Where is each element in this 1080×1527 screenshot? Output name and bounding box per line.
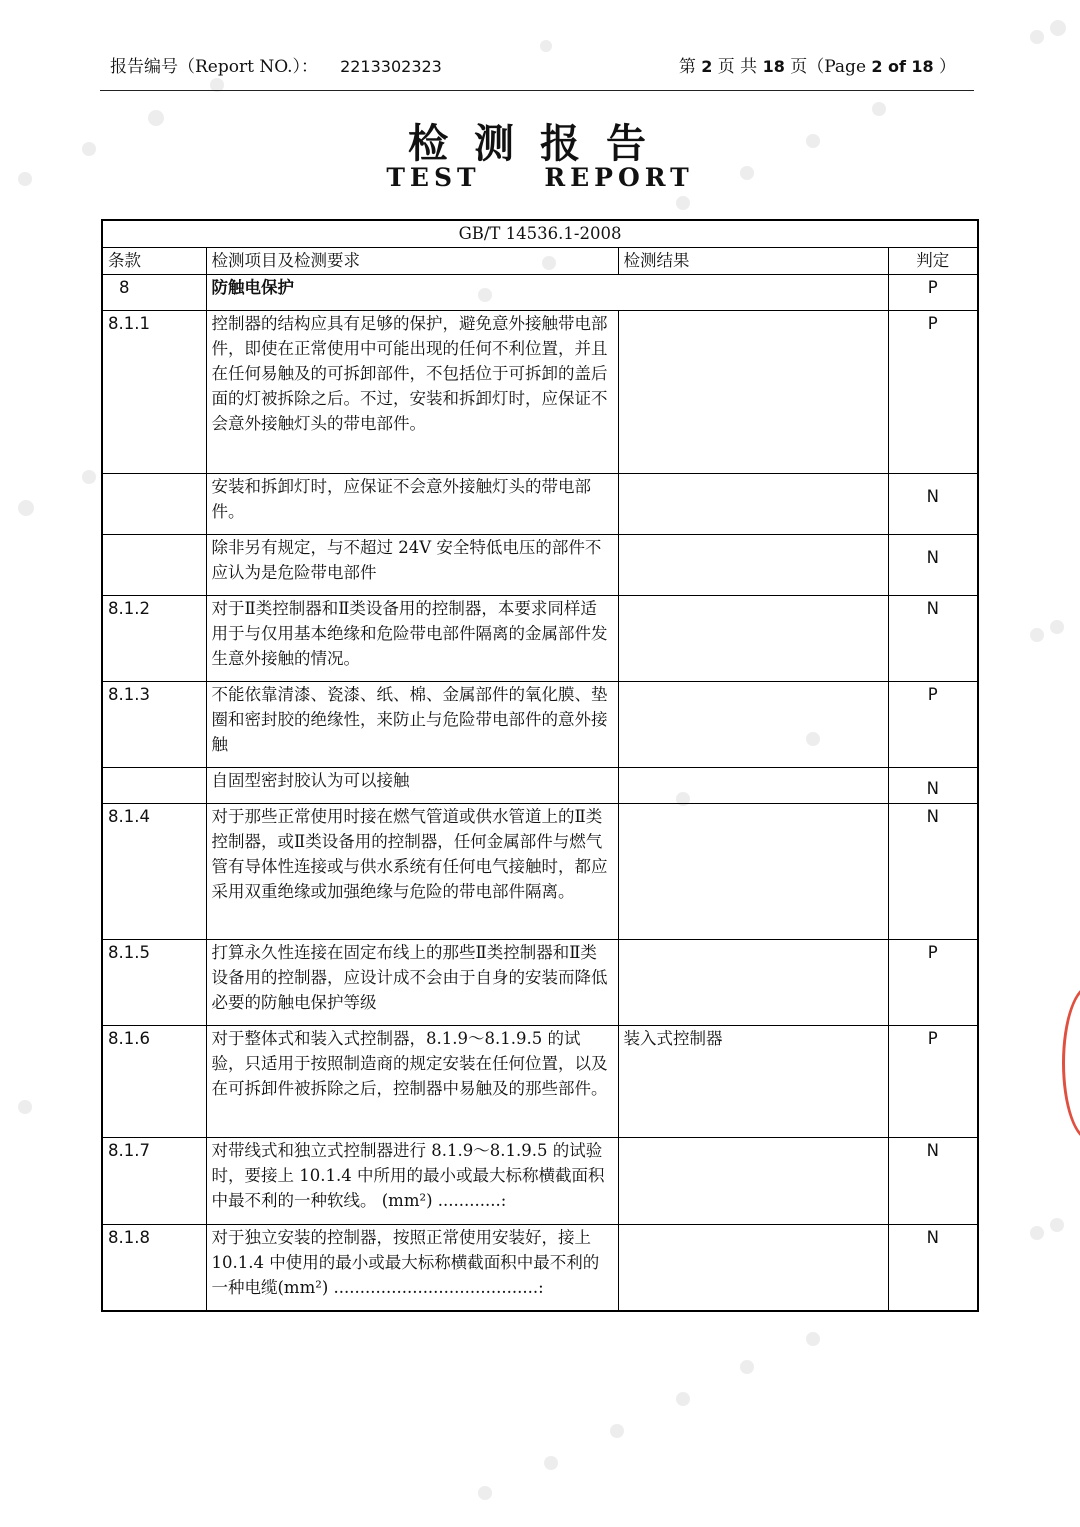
test-report-table: [101, 219, 979, 1312]
clause-cell: 8.1.3: [102, 682, 206, 768]
clause-cell: 8.1.2: [102, 596, 206, 682]
requirement-cell: 控制器的结构应具有足够的保护，避免意外接触带电部件，即使在正常使用中可能出现的任何不利位置，并且在任何易触及的可拆卸部件，不包括位于可拆卸的盖后面的灯被拆除之后。不过，安装和拆卸灯时，应保证不会意外接触灯头的带电部件。: [206, 311, 618, 474]
requirement-cell: 对带线式和独立式控制器进行 8.1.9～8.1.9.5 的试验时，要接上 10.1.4 中所用的最小或最大标称横截面积中最不利的一种软线。 (mm²) ............:: [206, 1138, 618, 1225]
verdict-cell: P: [888, 682, 978, 768]
requirement-cell: 对于独立安装的控制器，按照正常使用安装好，接上 10.1.4 中使用的最小或最大标称横截面积中最不利的一种电缆(mm²) .......................................:: [206, 1225, 618, 1311]
page-en-close: ）: [939, 57, 956, 77]
report-no-label: 报告编号（Report NO.）：: [110, 57, 319, 77]
clause-cell: 8.1.4: [102, 804, 206, 940]
title-chinese: 检测报告: [408, 120, 672, 167]
clause-cell: 8.1.6: [102, 1026, 206, 1138]
verdict-cell: N: [888, 596, 978, 682]
verdict-cell: N: [888, 768, 978, 804]
verdict-cell: N: [888, 1138, 978, 1225]
red-seal-stamp: [1062, 985, 1080, 1141]
verdict-cell: P: [888, 1026, 978, 1138]
requirement-cell: 不能依靠清漆、瓷漆、纸、棉、金属部件的氧化膜、垫圈和密封胶的绝缘性，来防止与危险带电部件的意外接触: [206, 682, 618, 768]
table-row: [102, 311, 978, 474]
requirement-cell: 防触电保护: [206, 275, 888, 311]
result-cell: 装入式控制器: [618, 1026, 888, 1138]
page-en-current: 2: [871, 57, 883, 76]
table-row: [102, 940, 978, 1026]
clause-cell: 8.1.7: [102, 1138, 206, 1225]
table-row: [102, 596, 978, 682]
result-cell: [618, 596, 888, 682]
result-cell: [618, 804, 888, 940]
table-row: [102, 1026, 978, 1138]
header-rule: [100, 90, 974, 91]
requirement-cell: 自固型密封胶认为可以接触: [206, 768, 618, 804]
col-header-requirement: 检测项目及检测要求: [206, 248, 618, 275]
col-header-result: 检测结果: [618, 248, 888, 275]
clause-cell: 8.1.1: [102, 311, 206, 474]
verdict-cell: P: [888, 940, 978, 1026]
table-row: [102, 535, 978, 596]
verdict-cell: P: [888, 275, 978, 311]
report-no-value: 2213302323: [340, 57, 442, 76]
result-cell: [618, 474, 888, 535]
result-cell: [618, 768, 888, 804]
page-current: 2: [701, 57, 713, 76]
col-header-verdict: 判定: [888, 248, 978, 275]
page-prefix: 第: [678, 57, 696, 77]
table-row: [102, 768, 978, 804]
page-total: 18: [762, 57, 785, 76]
table-row: [102, 682, 978, 768]
verdict-cell: P: [888, 311, 978, 474]
result-cell: [618, 311, 888, 474]
title-english: TEST REPORT: [386, 163, 694, 192]
clause-cell: [102, 474, 206, 535]
col-header-clause: 条款: [102, 248, 206, 275]
table-row: [102, 275, 978, 311]
page-indicator: [679, 52, 956, 77]
page-suffix: 页（Page: [790, 57, 867, 77]
clause-cell: 8.1.8: [102, 1225, 206, 1311]
verdict-cell: N: [888, 535, 978, 596]
page-middle: 页 共: [717, 57, 758, 77]
requirement-cell: 对于整体式和装入式控制器，8.1.9～8.1.9.5 的试验，只适用于按照制造商的规定安装在任何位置，以及在可拆卸件被拆除之后，控制器中易触及的那些部件。: [206, 1026, 618, 1138]
result-cell: [618, 1225, 888, 1311]
result-cell: [618, 535, 888, 596]
clause-cell: 8: [102, 275, 206, 311]
result-cell: [618, 1138, 888, 1225]
requirement-cell: 对于Ⅱ类控制器和Ⅱ类设备用的控制器，本要求同样适用于与仅用基本绝缘和危险带电部件隔离的金属部件发生意外接触的情况。: [206, 596, 618, 682]
verdict-cell: N: [888, 804, 978, 940]
verdict-cell: N: [888, 474, 978, 535]
page-en-total: 18: [911, 57, 934, 76]
clause-cell: [102, 535, 206, 596]
standard-row: [102, 220, 978, 248]
clause-cell: 8.1.5: [102, 940, 206, 1026]
table-row: [102, 1138, 978, 1225]
verdict-cell: N: [888, 1225, 978, 1311]
report-number: [110, 52, 442, 77]
result-cell: [618, 940, 888, 1026]
table-header-row: [102, 248, 978, 275]
standard-code: GB/T 14536.1-2008: [102, 220, 978, 248]
table-row: [102, 1225, 978, 1311]
requirement-cell: 安装和拆卸灯时，应保证不会意外接触灯头的带电部件。: [206, 474, 618, 535]
clause-cell: [102, 768, 206, 804]
requirement-cell: 打算永久性连接在固定布线上的那些Ⅱ类控制器和Ⅱ类设备用的控制器，应设计成不会由于自身的安装而降低必要的防触电保护等级: [206, 940, 618, 1026]
requirement-cell: 除非另有规定，与不超过 24V 安全特低电压的部件不应认为是危险带电部件: [206, 535, 618, 596]
table-row: [102, 474, 978, 535]
requirement-cell: 对于那些正常使用时接在燃气管道或供水管道上的Ⅱ类控制器，或Ⅱ类设备用的控制器，任何金属部件与燃气管有导体性连接或与供水系统有任何电气接触时，都应采用双重绝缘或加强绝缘与危险的带电部件隔离。: [206, 804, 618, 940]
result-cell: [618, 682, 888, 768]
table-row: [102, 804, 978, 940]
page-en-of: of: [887, 57, 906, 76]
